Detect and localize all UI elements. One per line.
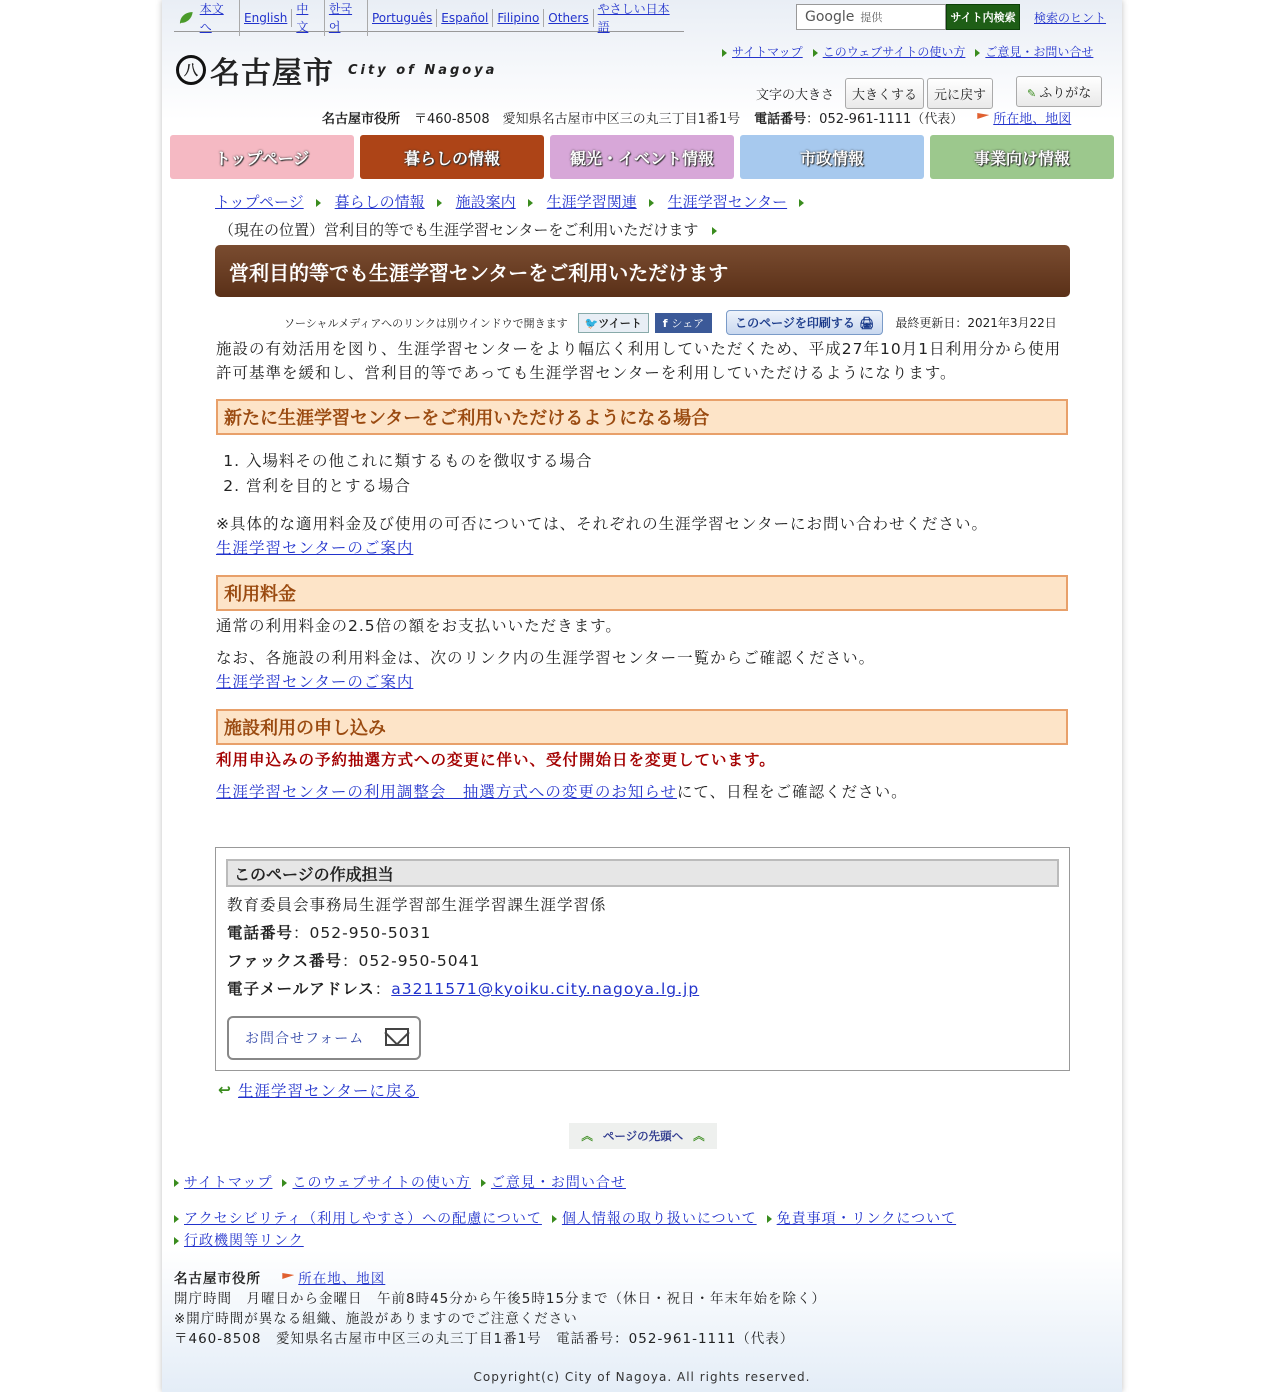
triangle-icon [174, 1237, 179, 1245]
header-sitemap-link[interactable]: サイトマップ [732, 45, 803, 59]
font-bigger-button[interactable]: 大きくする [845, 78, 924, 109]
triangle-icon [316, 199, 321, 207]
list-item: 1. 入場料その他これに類するものを徴収する場合 [246, 449, 1071, 474]
footer-link-wrap [174, 1172, 272, 1192]
triangle-icon [712, 227, 717, 235]
list-item: 2. 営利を目的とする場合 [246, 474, 1071, 499]
google-label: Google [805, 9, 855, 25]
footer-link-wrap [282, 1172, 470, 1192]
footer-link-wrap [481, 1172, 626, 1192]
footer-links-2 [174, 1208, 956, 1228]
phone-label: 電話番号 [754, 112, 807, 127]
contact-tel [227, 921, 431, 943]
double-chevron-up-icon: ︽ [581, 1129, 593, 1143]
lang-link-easy-japanese[interactable]: やさしい日本語 [597, 1, 670, 34]
fax-label: ファックス番号 [227, 952, 343, 970]
furigana-icon: ✎ [1027, 87, 1037, 100]
envelope-icon [385, 1028, 409, 1046]
fax-number: ：052-950-5041 [342, 952, 481, 970]
email-separator: ： [374, 980, 392, 998]
font-size-controls [756, 78, 993, 109]
triangle-icon [649, 199, 654, 207]
lang-link-chinese[interactable]: 中文 [292, 0, 325, 36]
section-heading-fee: 利用料金 [216, 575, 1068, 611]
nav-city-info[interactable]: 市政情報 [740, 135, 924, 179]
footer-contact-link[interactable]: ご意見・お問い合せ [490, 1175, 626, 1191]
tweet-button[interactable] [578, 313, 649, 333]
inquiry-form-button[interactable] [227, 1016, 421, 1060]
tel-label: 電話番号 [227, 924, 294, 942]
city-emblem-icon: 八 [176, 55, 206, 85]
triangle-icon [813, 49, 818, 57]
font-size-label: 文字の大きさ [756, 88, 835, 103]
print-button[interactable] [726, 310, 883, 335]
footer-howto-link[interactable]: このウェブサイトの使い方 [292, 1175, 471, 1191]
triangle-icon [528, 199, 533, 207]
furigana-button[interactable] [1016, 76, 1102, 107]
apply-paragraph-tail: にて、日程をご確認ください。 [676, 783, 908, 801]
print-label: このページを印刷する [735, 316, 855, 330]
flag-icon [977, 113, 989, 123]
center-guide-link-1[interactable]: 生涯学習センターのご案内 [216, 539, 414, 557]
contact-fax [227, 949, 480, 971]
flag-icon [282, 1273, 294, 1283]
page-title: 営利目的等でも生涯学習センターをご利用いただけます [215, 245, 1070, 297]
footer-office [174, 1269, 385, 1289]
office-name: 名古屋市役所 [322, 112, 401, 127]
breadcrumb-facilities[interactable]: 施設案内 [455, 193, 516, 211]
font-reset-button[interactable]: 元に戻す [927, 78, 993, 109]
footer-hours-note: ※開庁時間が異なる組織、施設がありますのでご注意ください [174, 1311, 578, 1327]
breadcrumb [215, 188, 1075, 244]
phone-number: ：052-961-1111（代表） [806, 112, 964, 127]
breadcrumb-center[interactable]: 生涯学習センター [667, 193, 788, 211]
footer-link-wrap [174, 1208, 542, 1228]
triangle-icon [552, 1215, 557, 1223]
header-link-wrap [975, 43, 1093, 60]
footer-links-1 [174, 1172, 626, 1192]
nav-business[interactable]: 事業向け情報 [930, 135, 1114, 179]
header-contact-link[interactable]: ご意見・お問い合せ [985, 45, 1094, 59]
center-guide-link-2[interactable]: 生涯学習センターのご案内 [216, 673, 414, 691]
email-link[interactable]: a3211571@kyoiku.city.nagoya.lg.jp [391, 980, 700, 998]
footer-link-wrap [767, 1208, 956, 1228]
fee-paragraph-1: 通常の利用料金の2.5倍の額をお支払いいただきます。 [216, 617, 622, 635]
furigana-label: ふりがな [1039, 86, 1092, 101]
footer-gov-links[interactable]: 行政機関等リンク [184, 1233, 304, 1249]
double-chevron-up-icon: ︽ [693, 1129, 705, 1143]
breadcrumb-current: （現在の位置）営利目的等でも生涯学習センターをご利用いただけます [219, 221, 699, 239]
social-bar [284, 310, 1057, 335]
nav-tourism[interactable]: 観光・イベント情報 [550, 135, 734, 179]
notice-red-text: 利用申込みの予約抽選方式への変更に伴い、受付開始日を変更しています。 [216, 751, 776, 769]
footer-link-wrap [552, 1208, 757, 1228]
global-nav [170, 135, 1114, 179]
page-container [162, 0, 1122, 1392]
nav-living[interactable]: 暮らしの情報 [360, 135, 544, 179]
triangle-icon [722, 49, 727, 57]
search-input[interactable] [796, 4, 946, 30]
site-logo[interactable] [176, 48, 497, 92]
footer-privacy-link[interactable]: 個人情報の取り扱いについて [561, 1211, 757, 1227]
triangle-icon [437, 199, 442, 207]
office-phone [754, 108, 963, 127]
footer-link-wrap [174, 1230, 304, 1250]
search-hint-link[interactable]: 検索のヒント [1034, 11, 1107, 25]
triangle-icon [975, 49, 980, 57]
google-suffix: 提供 [860, 11, 883, 24]
map-link-wrap [977, 108, 1071, 127]
triangle-icon [282, 1179, 287, 1187]
footer-hours: 開庁時間 月曜日から金曜日 午前8時45分から午後5時15分まで（休日・祝日・年末年始を除く） [174, 1291, 827, 1307]
facebook-share-button[interactable] [655, 313, 712, 333]
return-arrow-icon: ↩ [218, 1081, 232, 1099]
intro-paragraph: 施設の有効活用を図り、生涯学習センターをより幅広く利用していただくため、平成27年10月1日利用分から使用許可基準を緩和し、営利目的等であっても生涯学習センターを利用していただけるようになります。 [216, 340, 1062, 382]
printer-icon: 🖨 [859, 316, 875, 330]
page-top-button[interactable] [569, 1123, 717, 1149]
header-link-wrap [722, 43, 803, 60]
header-links [722, 43, 1093, 60]
copyright: Copyright(c) City of Nagoya. All rights reserved. [473, 1370, 811, 1384]
lang-link-others[interactable]: Others [544, 9, 593, 27]
last-updated: 最終更新日：2021年3月22日 [895, 316, 1057, 330]
language-bar [174, 1, 684, 34]
breadcrumb-living[interactable]: 暮らしの情報 [334, 193, 425, 211]
footer-office-name: 名古屋市役所 [174, 1271, 261, 1287]
page-top-label: ページの先頭へ [602, 1129, 684, 1143]
section-heading-cases: 新たに生涯学習センターをご利用いただけるようになる場合 [216, 399, 1068, 435]
lang-link-honbun[interactable]: 本文へ [196, 0, 240, 36]
triangle-icon [174, 1179, 179, 1187]
fee-paragraph-2: なお、各施設の利用料金は、次のリンク内の生涯学習センター一覧からご確認ください。 [216, 649, 876, 667]
lang-link-portuguese[interactable]: Português [368, 9, 437, 27]
email-label: 電子メールアドレス [227, 980, 375, 998]
lottery-notice-link[interactable]: 生涯学習センターの利用調整会 抽選方式への変更のお知らせ [216, 783, 677, 801]
back-link-row [218, 1079, 419, 1101]
note-paragraph: ※具体的な適用料金及び使用の可否については、それぞれの生涯学習センターにお問い合わせください。 [216, 515, 989, 533]
cases-list [216, 449, 1071, 499]
lang-link-filipino[interactable]: Filipino [493, 9, 544, 27]
footer-accessibility-link[interactable]: アクセシビリティ（利用しやすさ）への配慮について [184, 1211, 542, 1227]
section-heading-apply: 施設利用の申し込み [216, 709, 1068, 745]
footer-disclaimer-link[interactable]: 免責事項・リンクについて [776, 1211, 957, 1227]
triangle-icon [799, 199, 804, 207]
contact-email [227, 977, 699, 999]
nav-top[interactable]: トップページ [170, 135, 354, 179]
header-howto-link[interactable]: このウェブサイトの使い方 [822, 45, 966, 59]
lang-link-english[interactable]: English [240, 9, 292, 27]
footer-map-link[interactable]: 所在地、地図 [298, 1271, 386, 1287]
contact-heading: このページの作成担当 [226, 859, 1059, 887]
twitter-icon: 🐦 [584, 316, 599, 330]
inquiry-form-label: お問合せフォーム [245, 1031, 365, 1047]
header-address [322, 108, 1071, 127]
back-to-center-link[interactable]: 生涯学習センターに戻る [238, 1082, 419, 1100]
lang-link-korean[interactable]: 한국어 [325, 0, 368, 36]
footer-sitemap-link[interactable]: サイトマップ [184, 1175, 273, 1191]
site-search-button[interactable]: サイト内検索 [946, 4, 1020, 30]
office-postal: 〒460-8508 愛知県名古屋市中区三の丸三丁目1番1号 [414, 112, 741, 127]
triangle-icon [767, 1215, 772, 1223]
footer-links-3 [174, 1230, 304, 1250]
logo-english: City of Nagoya [348, 62, 498, 78]
social-note: ソーシャルメディアへのリンクは別ウインドウで開きます [284, 316, 568, 330]
tweet-label: ツイート [598, 316, 642, 330]
breadcrumb-top[interactable]: トップページ [215, 193, 304, 211]
logo-text: 名古屋市 [210, 56, 334, 91]
triangle-icon [174, 1215, 179, 1223]
search-box [796, 4, 1020, 30]
facebook-icon: f [662, 316, 672, 330]
header-map-link[interactable]: 所在地、地図 [993, 112, 1072, 127]
footer-address: 〒460-8508 愛知県名古屋市中区三の丸三丁目1番1号 電話番号：052-961-1111（代表） [174, 1331, 795, 1347]
breadcrumb-lifelong[interactable]: 生涯学習関連 [546, 193, 637, 211]
tel-number: ：052-950-5031 [293, 924, 432, 942]
share-label: シェア [671, 316, 705, 330]
header-link-wrap [813, 43, 966, 60]
leaf-icon [178, 11, 194, 25]
contact-dept: 教育委員会事務局生涯学習部生涯学習課生涯学習係 [227, 896, 607, 914]
triangle-icon [481, 1179, 486, 1187]
contact-box [215, 847, 1070, 1071]
lang-link-spanish[interactable]: Español [437, 9, 493, 27]
apply-paragraph [216, 780, 1071, 804]
